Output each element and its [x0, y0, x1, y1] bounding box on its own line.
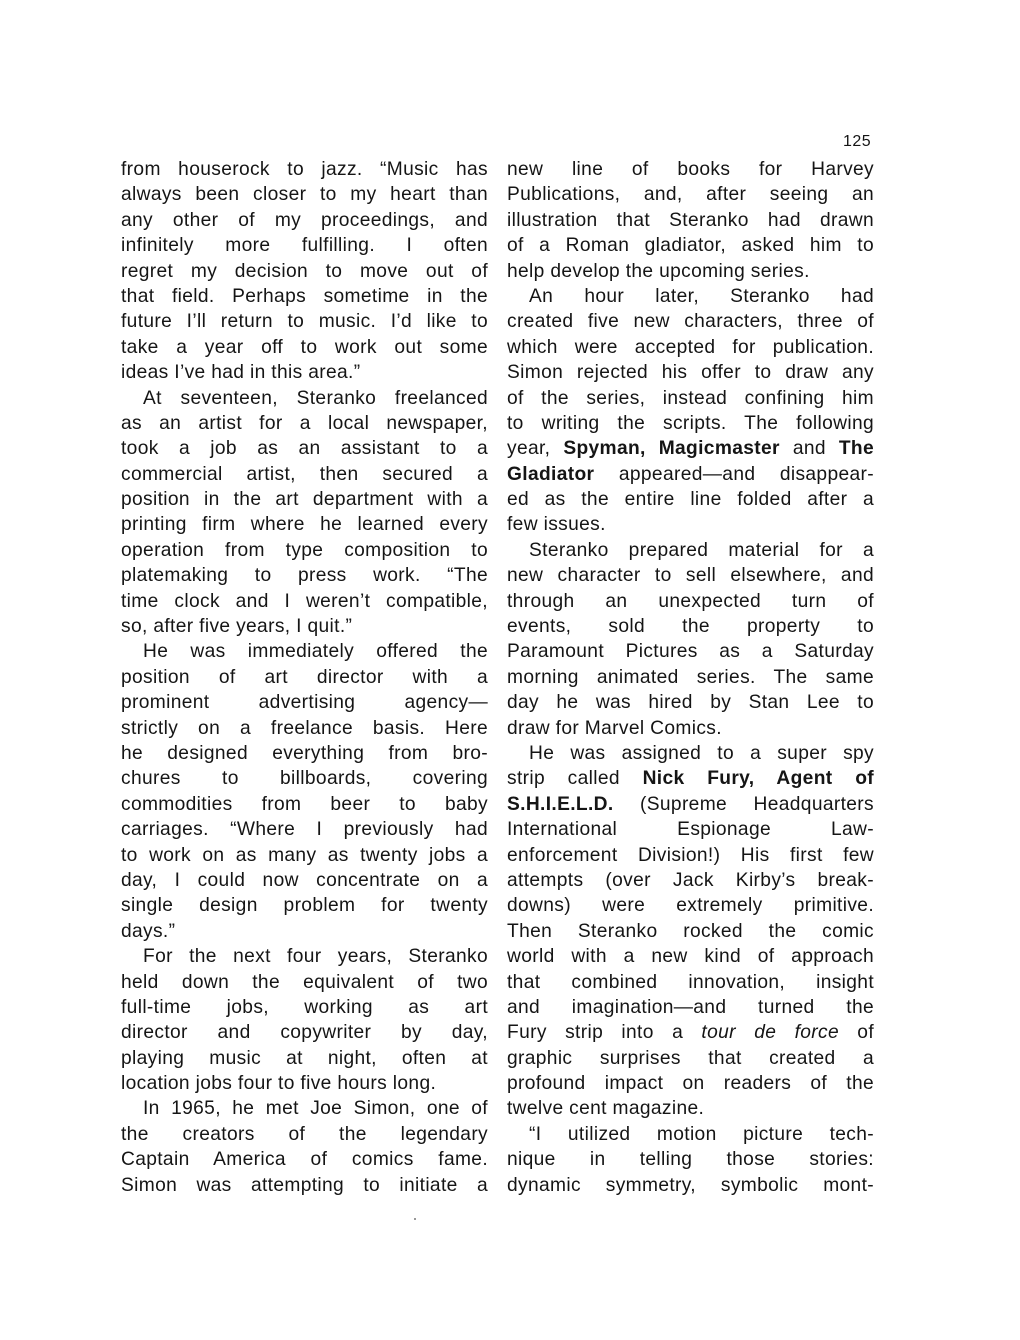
print-speck — [414, 1218, 416, 1220]
paragraph — [507, 741, 874, 1122]
text-line: time clock and I weren’t compatible, — [121, 590, 488, 612]
text-line — [507, 462, 874, 487]
text-line: day, I could now concentrate on a — [121, 869, 488, 891]
paragraph — [121, 639, 488, 944]
text-line: new character to sell elsewhere, and — [507, 565, 874, 587]
text-line: new line of books for Harvey — [507, 159, 874, 180]
text-line: morning animated series. The same — [507, 666, 874, 688]
text-run: year, — [507, 438, 564, 460]
text-line: dynamic symmetry, symbolic mont- — [507, 1174, 874, 1196]
book-title: The — [838, 438, 874, 460]
text-line: always been closer to my heart than — [121, 184, 488, 206]
text-line: nique in telling those stories: — [507, 1149, 874, 1171]
text-line: future I’ll return to music. I’d like to — [121, 311, 488, 333]
paragraph — [507, 1122, 874, 1198]
text-line: platemaking to press work. “The — [121, 565, 488, 587]
text-line: prominent advertising agency— — [121, 692, 488, 714]
text-line: any other of my proceedings, and — [121, 209, 488, 231]
text-run: strip called — [507, 768, 643, 790]
text-line: An hour later, Steranko had — [529, 285, 874, 307]
text-line: commercial artist, then secured a — [121, 463, 488, 485]
text-line: graphic surprises that created a — [507, 1047, 874, 1069]
paragraph — [507, 284, 874, 538]
text-line: full-time jobs, working as art — [121, 996, 488, 1018]
text-line: single design problem for twenty — [121, 895, 488, 917]
paragraph — [121, 386, 488, 640]
strip-title: Nick Fury, Agent of — [642, 768, 874, 790]
text-run: and — [779, 438, 839, 460]
strip-title: S.H.I.E.L.D. — [507, 793, 614, 815]
text-line: days.” — [121, 920, 176, 942]
text-line: he designed everything from bro- — [121, 742, 488, 764]
text-line — [507, 766, 874, 791]
text-run: of — [838, 1022, 874, 1044]
text-line: take a year off to work out some — [121, 336, 488, 358]
left-column — [121, 157, 488, 1198]
text-line: and imagination—and turned the — [507, 996, 874, 1018]
text-line: held down the equivalent of two — [121, 971, 488, 993]
text-line: twelve cent magazine. — [507, 1098, 705, 1120]
text-line: that field. Perhaps sometime in the — [121, 285, 488, 307]
text-line: from houserock to jazz. “Music has — [121, 159, 488, 180]
text-line: Paramount Pictures as a Saturday — [507, 641, 874, 663]
text-line: Then Steranko rocked the comic — [507, 920, 874, 942]
text-line: He was assigned to a super spy — [529, 742, 874, 764]
text-line: printing firm where he learned every — [121, 514, 488, 536]
book-title: Spyman, Magicmaster — [563, 438, 780, 460]
text-line: draw for Marvel Comics. — [507, 717, 722, 739]
text-run: appeared—and disappear- — [594, 463, 874, 485]
page-number: 125 — [843, 133, 872, 150]
text-line: Simon rejected his offer to draw any — [507, 362, 874, 384]
text-line: “I utilized motion picture tech- — [529, 1123, 874, 1145]
text-line: of a Roman gladiator, asked him to — [507, 235, 874, 257]
text-line — [507, 1020, 874, 1045]
text-line: chures to billboards, covering — [121, 768, 488, 790]
right-column — [507, 157, 874, 1198]
paragraph — [507, 157, 874, 284]
text-line: help develop the upcoming series. — [507, 260, 810, 282]
text-line: ed as the entire line folded after a — [507, 489, 874, 511]
text-line: through an unexpected turn of — [507, 590, 874, 612]
text-line: few issues. — [507, 514, 606, 536]
text-line: the creators of the legendary — [121, 1123, 488, 1145]
paragraph — [121, 1096, 488, 1198]
text-line: position in the art department with a — [121, 489, 488, 511]
text-line: world with a new kind of approach — [507, 946, 874, 968]
text-line — [507, 436, 874, 461]
paragraph — [121, 944, 488, 1096]
book-title: Gladiator — [507, 463, 595, 485]
text-line: to work on as many as twenty jobs a — [121, 844, 488, 866]
text-line: carriages. “Where I previously had — [121, 819, 488, 841]
emphasis-text: tour de force — [701, 1022, 839, 1044]
text-line — [507, 792, 874, 817]
text-line: so, after five years, I quit.” — [121, 616, 353, 638]
text-run: (Supreme Headquarters — [613, 793, 874, 815]
text-run: Fury strip into a — [507, 1022, 702, 1044]
text-line: For the next four years, Steranko — [143, 946, 488, 968]
text-line: strictly on a freelance basis. Here — [121, 717, 488, 739]
text-line: profound impact on readers of the — [507, 1073, 874, 1095]
text-line: location jobs four to five hours long. — [121, 1073, 437, 1095]
text-line: downs) were extremely primitive. — [507, 895, 874, 917]
text-line: created five new characters, three of — [507, 311, 874, 333]
text-line: which were accepted for publication. — [507, 336, 874, 358]
text-line: Captain America of comics fame. — [121, 1149, 488, 1171]
text-line: Steranko prepared material for a — [529, 539, 874, 561]
text-line: commodities from beer to baby — [121, 793, 488, 815]
text-line: operation from type composition to — [121, 539, 488, 561]
text-line: took a job as an assistant to a — [121, 438, 488, 460]
text-line: ideas I’ve had in this area.” — [121, 362, 361, 384]
text-line: He was immediately offered the — [143, 641, 488, 663]
text-line: position of art director with a — [121, 666, 488, 688]
text-line: as an artist for a local newspaper, — [121, 412, 488, 434]
text-line: attempts (over Jack Kirby’s break- — [507, 869, 874, 891]
text-line: enforcement Division!) His first few — [507, 844, 874, 866]
text-line: playing music at night, often at — [121, 1047, 488, 1069]
paragraph — [507, 538, 874, 741]
text-line: infinitely more fulfilling. I often — [121, 235, 488, 257]
text-line: director and copywriter by day, — [121, 1022, 488, 1044]
text-line: In 1965, he met Joe Simon, one of — [143, 1098, 488, 1120]
text-line: to writing the scripts. The following — [507, 412, 874, 434]
text-line: events, sold the property to — [507, 616, 874, 638]
text-line: of the series, instead confining him — [507, 387, 874, 409]
text-line: that combined innovation, insight — [507, 971, 874, 993]
text-line: At seventeen, Steranko freelanced — [143, 387, 488, 409]
text-line: Publications, and, after seeing an — [507, 184, 874, 206]
paragraph — [121, 157, 488, 386]
text-line: Simon was attempting to initiate a — [121, 1174, 488, 1196]
text-line: day he was hired by Stan Lee to — [507, 692, 874, 714]
text-line: International Espionage Law- — [507, 819, 874, 841]
text-line: regret my decision to move out of — [121, 260, 488, 282]
text-line: illustration that Steranko had drawn — [507, 209, 874, 231]
